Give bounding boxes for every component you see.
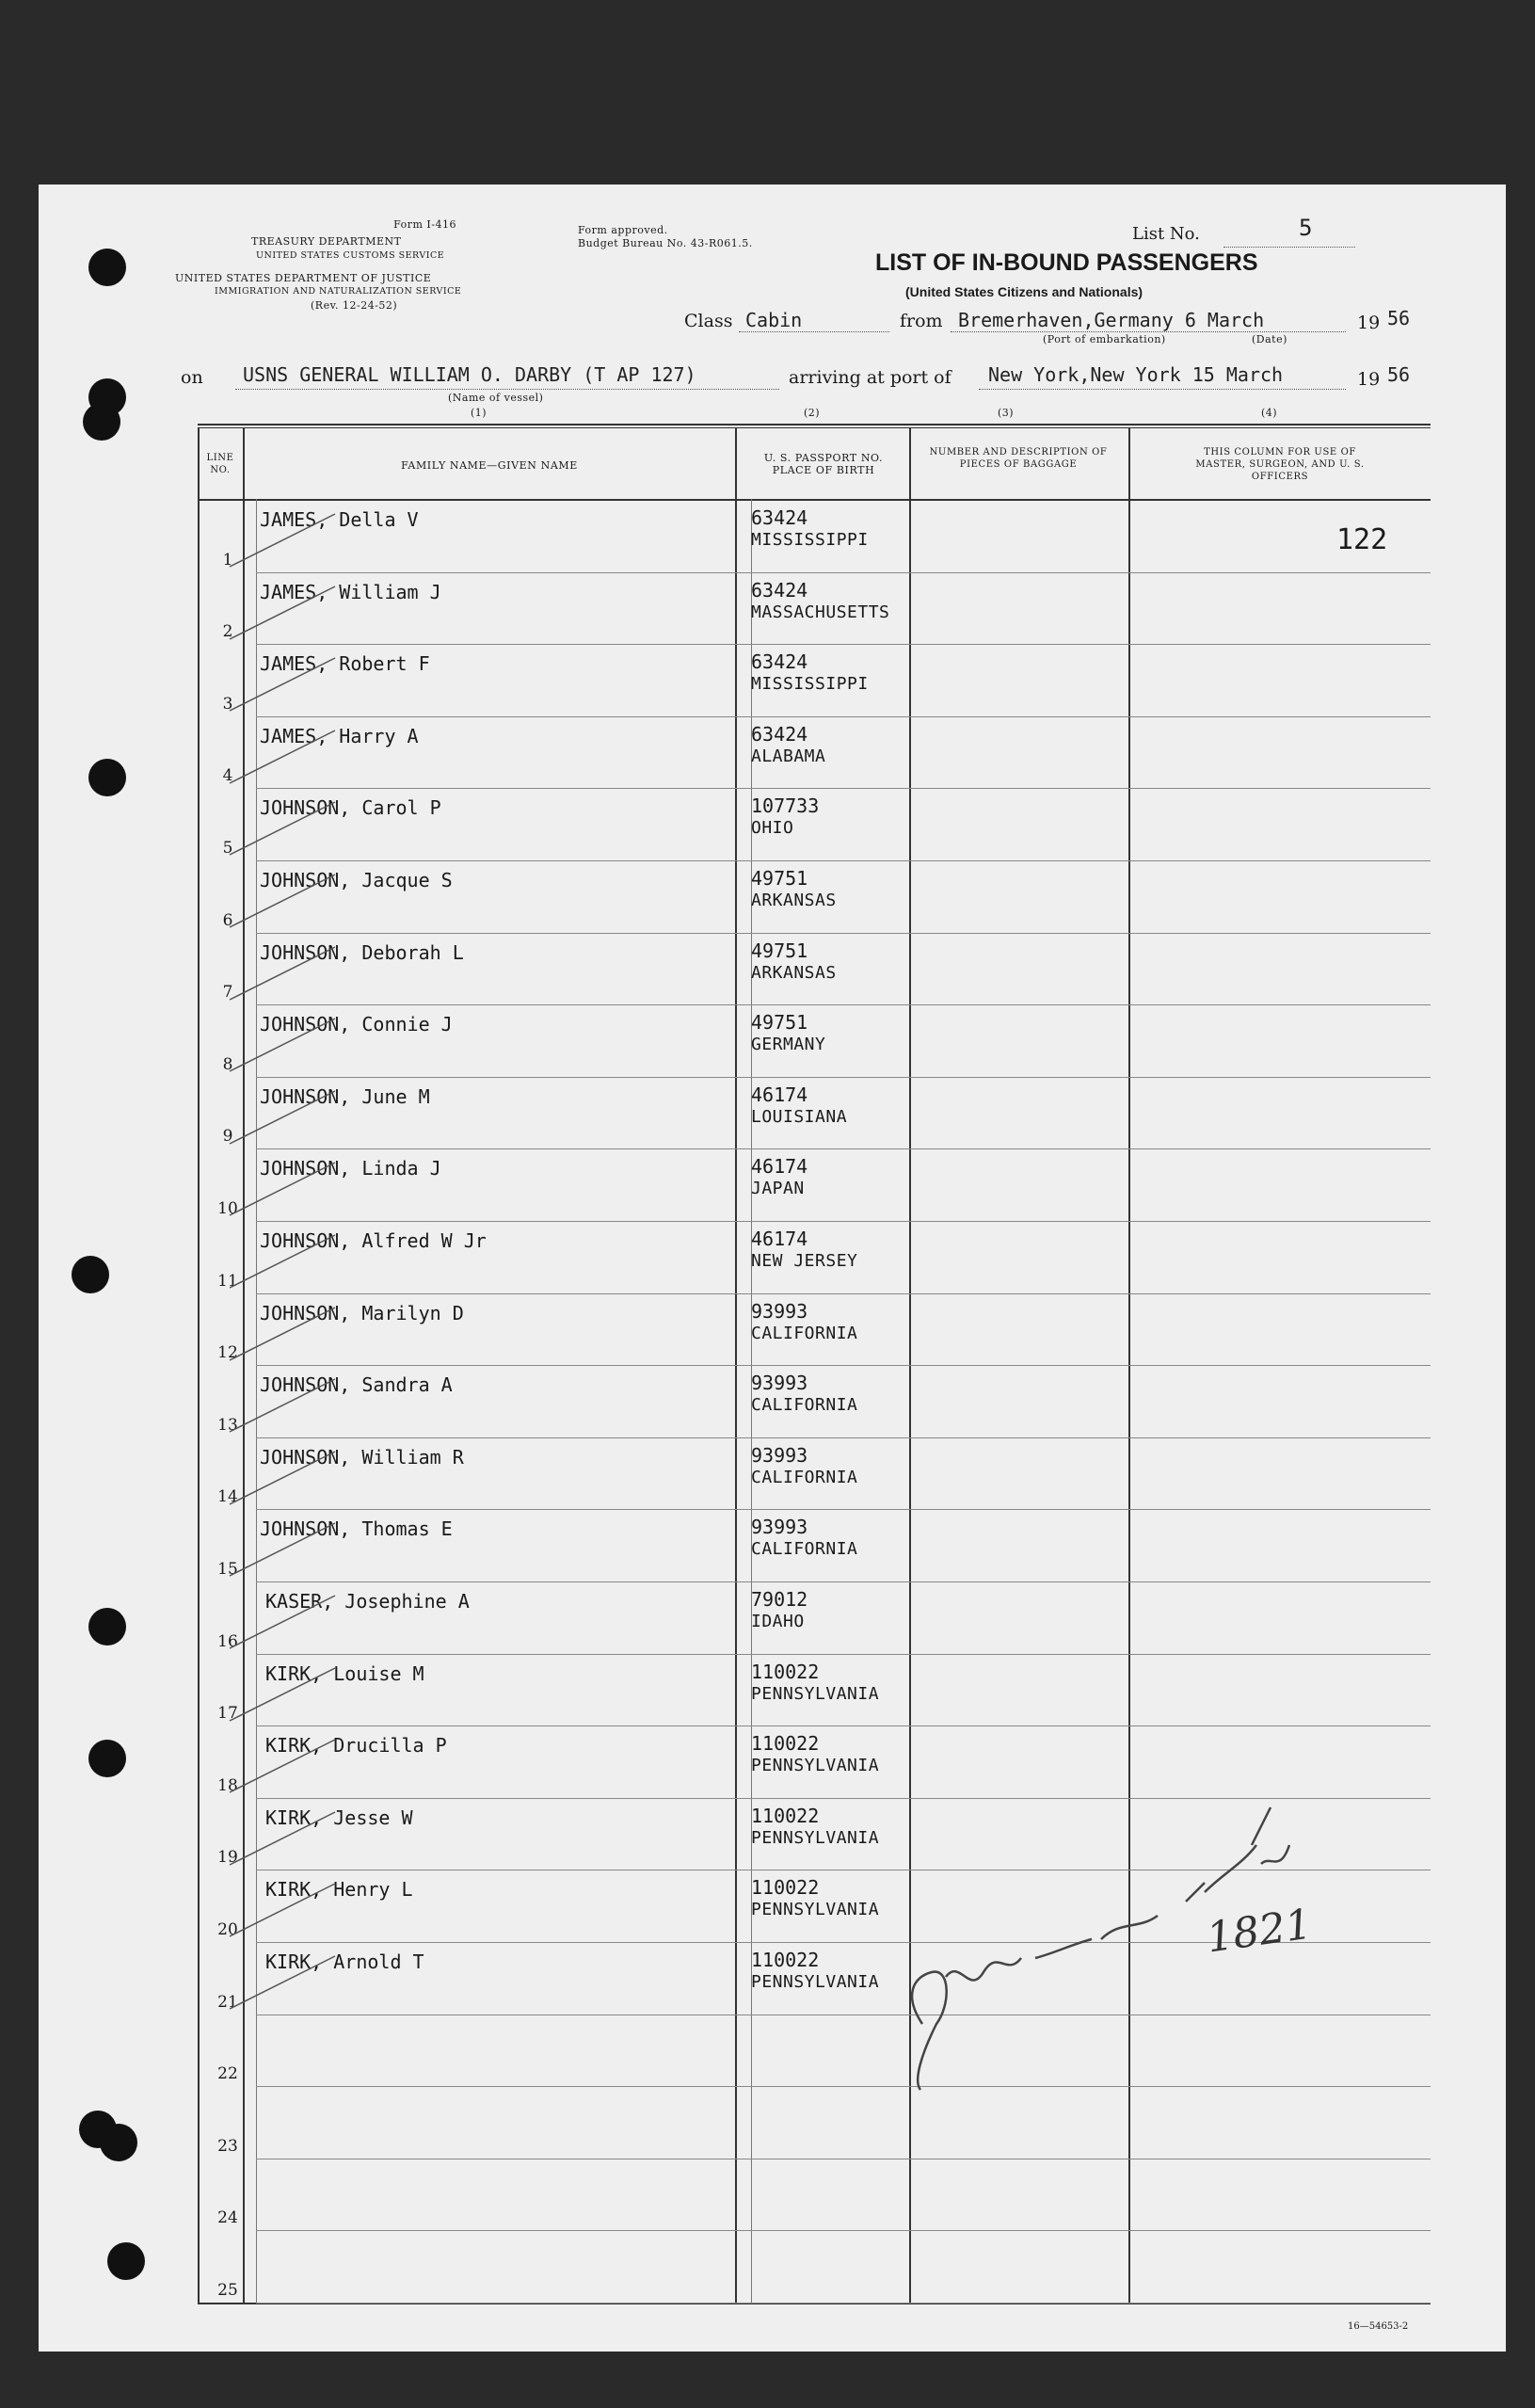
class-label: Class xyxy=(684,311,733,331)
place-of-birth: CALIFORNIA xyxy=(751,1323,858,1343)
passenger-name: JOHNSON, June M xyxy=(260,1084,430,1108)
check-mark xyxy=(222,1870,354,1946)
passenger-name: KIRK, Louise M xyxy=(265,1662,424,1685)
embark-caption: (Port of embarkation) xyxy=(1043,333,1166,345)
passport-cell xyxy=(751,939,837,985)
col-num-2: (2) xyxy=(804,407,821,419)
table-row xyxy=(0,573,1535,646)
line-number: 13 xyxy=(217,1415,238,1435)
passenger-name: JAMES, Harry A xyxy=(260,724,419,747)
year-arr: 56 xyxy=(1387,363,1411,386)
check-mark xyxy=(222,1582,354,1658)
year-prefix: 19 xyxy=(1357,313,1381,333)
line-number: 5 xyxy=(222,838,233,858)
line-number: 17 xyxy=(217,1704,238,1724)
passenger-name: JOHNSON, Sandra A xyxy=(260,1373,453,1397)
passport-cell xyxy=(751,1949,879,1994)
passport-cell xyxy=(751,1444,857,1489)
dept-ins: IMMIGRATION AND NATURALIZATION SERVICE xyxy=(215,286,462,297)
line-number: 21 xyxy=(217,1992,238,2012)
passport-cell xyxy=(751,1805,879,1850)
line-number: 24 xyxy=(217,2208,238,2228)
place-of-birth: GERMANY xyxy=(751,1035,826,1055)
header-baggage: NUMBER AND DESCRIPTION OF PIECES OF BAGGAGE xyxy=(929,447,1108,470)
line-number: 4 xyxy=(222,766,233,786)
passport-number: 63424 xyxy=(751,506,808,529)
dept-treasury: TREASURY DEPARTMENT xyxy=(251,235,402,248)
on-label: on xyxy=(181,367,203,388)
passport-number: 93993 xyxy=(751,1443,808,1467)
print-code: 16—54653-2 xyxy=(1348,2321,1409,2332)
passport-number: 107733 xyxy=(751,795,820,818)
passport-cell xyxy=(751,1155,807,1200)
passport-number: 79012 xyxy=(751,1588,808,1611)
check-mark xyxy=(222,1726,354,1802)
check-mark xyxy=(222,1294,354,1370)
header-officers: THIS COLUMN FOR USE OF MASTER, SURGEON, AND U. S. OFFICERS xyxy=(1195,447,1365,482)
passport-cell xyxy=(751,795,819,840)
place-of-birth: ARKANSAS xyxy=(751,891,837,910)
page-subtitle: (United States Citizens and Nationals) xyxy=(905,284,1143,299)
check-mark xyxy=(222,1078,354,1153)
table-row xyxy=(0,1078,1535,1150)
passenger-name: KIRK, Henry L xyxy=(265,1878,413,1902)
passport-cell xyxy=(751,1732,879,1777)
passport-number: 49751 xyxy=(751,1011,808,1035)
col-num-4: (4) xyxy=(1261,407,1278,419)
passenger-name: JOHNSON, William R xyxy=(260,1445,464,1469)
place-of-birth: JAPAN xyxy=(751,1179,805,1199)
passport-number: 110022 xyxy=(751,1732,820,1756)
place-of-birth: LOUISIANA xyxy=(751,1106,848,1127)
form-rev: (Rev. 12-24-52) xyxy=(311,299,398,312)
line-number: 23 xyxy=(217,2136,238,2156)
row-divider xyxy=(256,2303,1431,2304)
budget-bureau: Budget Bureau No. 43-R061.5. xyxy=(578,237,753,249)
passenger-name: KIRK, Jesse W xyxy=(265,1806,413,1829)
vessel-name: USNS GENERAL WILLIAM O. DARBY (T AP 127) xyxy=(243,363,696,386)
place-of-birth: OHIO xyxy=(751,818,794,839)
check-mark xyxy=(222,1005,354,1081)
place-of-birth: CALIFORNIA xyxy=(751,1539,858,1560)
table-row xyxy=(0,1149,1535,1222)
passport-number: 93993 xyxy=(751,1516,808,1539)
passport-number: 46174 xyxy=(751,1083,808,1106)
dept-justice: UNITED STATES DEPARTMENT OF JUSTICE xyxy=(175,272,432,284)
table-row xyxy=(0,1438,1535,1511)
passenger-name: KASER, Josephine A xyxy=(265,1590,470,1613)
passenger-name: JAMES, Della V xyxy=(260,508,419,531)
passport-cell xyxy=(751,1084,847,1129)
passport-cell xyxy=(751,867,837,912)
line-number: 11 xyxy=(217,1271,238,1291)
vessel-caption: (Name of vessel) xyxy=(448,392,544,404)
passenger-name: JOHNSON, Connie J xyxy=(260,1013,453,1036)
line-number: 8 xyxy=(222,1054,233,1074)
binder-hole xyxy=(88,249,126,286)
table-row xyxy=(0,1294,1535,1367)
line-number: 6 xyxy=(222,910,233,930)
passport-number: 110022 xyxy=(751,1660,820,1683)
check-mark xyxy=(222,934,354,1009)
place-of-birth: PENNSYLVANIA xyxy=(751,1972,880,1992)
line-number: 22 xyxy=(217,2064,238,2084)
table-row xyxy=(0,1005,1535,1078)
passport-cell xyxy=(751,1516,857,1561)
line-number: 20 xyxy=(217,1919,238,1939)
table-row xyxy=(0,2231,1535,2304)
arriving-port: New York,New York 15 March xyxy=(988,363,1284,386)
line-number: 7 xyxy=(222,983,233,1003)
check-mark xyxy=(222,1799,354,1874)
table-row xyxy=(0,501,1535,573)
line-number: 16 xyxy=(217,1631,238,1651)
place-of-birth: CALIFORNIA xyxy=(751,1395,858,1416)
passport-number: 49751 xyxy=(751,867,808,890)
year-prefix-arr: 19 xyxy=(1357,369,1381,390)
place-of-birth: MISSISSIPPI xyxy=(751,674,869,695)
place-of-birth: PENNSYLVANIA xyxy=(751,1683,880,1704)
passport-number: 93993 xyxy=(751,1299,808,1323)
passport-cell xyxy=(751,723,825,768)
from-label: from xyxy=(900,311,943,331)
passport-cell xyxy=(751,1372,857,1417)
line-number: 10 xyxy=(217,1198,238,1218)
col-num-3: (3) xyxy=(998,407,1015,419)
passport-number: 110022 xyxy=(751,1804,820,1827)
list-no-value: 5 xyxy=(1299,215,1313,241)
check-mark xyxy=(222,717,354,793)
check-mark xyxy=(222,1510,354,1585)
place-of-birth: PENNSYLVANIA xyxy=(751,1756,880,1776)
header-line-no: LINE NO. xyxy=(206,453,234,475)
passport-cell xyxy=(751,1588,807,1633)
header-passport: U. S. PASSPORT NO. PLACE OF BIRTH xyxy=(763,452,884,476)
place-of-birth: MISSISSIPPI xyxy=(751,530,869,550)
table-row xyxy=(0,2159,1535,2232)
list-no-label: List No. xyxy=(1132,224,1200,244)
table-row xyxy=(0,861,1535,934)
year-from: 56 xyxy=(1387,307,1411,329)
line-number: 3 xyxy=(222,694,233,714)
line-number: 1 xyxy=(222,550,233,570)
passport-cell xyxy=(751,1228,857,1273)
table-row xyxy=(0,934,1535,1006)
header-name: FAMILY NAME—GIVEN NAME xyxy=(401,459,578,472)
dept-customs: UNITED STATES CUSTOMS SERVICE xyxy=(256,250,445,261)
line-number: 15 xyxy=(217,1559,238,1579)
passport-number: 46174 xyxy=(751,1155,808,1179)
place-of-birth: CALIFORNIA xyxy=(751,1467,858,1487)
check-mark xyxy=(222,789,354,864)
table-row xyxy=(0,717,1535,790)
passport-cell xyxy=(751,1300,857,1345)
line-number: 19 xyxy=(217,1848,238,1868)
table-row xyxy=(0,1655,1535,1727)
check-mark xyxy=(222,573,354,649)
form-approved: Form approved. xyxy=(578,224,668,236)
table-row xyxy=(0,1510,1535,1582)
passport-cell xyxy=(751,1011,825,1056)
place-of-birth: MASSACHUSETTS xyxy=(751,602,890,622)
table-row xyxy=(0,1222,1535,1294)
check-mark xyxy=(222,1366,354,1441)
table-row xyxy=(0,789,1535,861)
passport-cell xyxy=(751,506,869,552)
place-of-birth: ALABAMA xyxy=(751,746,826,766)
passport-number: 93993 xyxy=(751,1372,808,1395)
passenger-name: JAMES, Robert F xyxy=(260,652,430,676)
check-mark xyxy=(222,1438,354,1514)
passport-number: 49751 xyxy=(751,939,808,962)
passenger-name: JOHNSON, Carol P xyxy=(260,796,441,820)
table-row xyxy=(0,1582,1535,1655)
check-mark xyxy=(222,645,354,720)
passport-cell xyxy=(751,1876,879,1921)
passport-cell xyxy=(751,579,889,624)
col-num-1: (1) xyxy=(471,407,488,419)
table-row xyxy=(0,1366,1535,1438)
place-of-birth: IDAHO xyxy=(751,1612,805,1631)
arriving-label: arriving at port of xyxy=(789,367,951,388)
check-mark xyxy=(222,861,354,937)
officer-count: 122 xyxy=(1336,523,1388,556)
passport-number: 63424 xyxy=(751,722,808,746)
passenger-name: JOHNSON, Jacque S xyxy=(260,869,453,891)
check-mark xyxy=(222,1655,354,1730)
passenger-name: KIRK, Drucilla P xyxy=(265,1734,447,1758)
class-value: Cabin xyxy=(745,309,803,331)
passenger-name: JOHNSON, Deborah L xyxy=(260,940,464,964)
table-row xyxy=(0,645,1535,717)
passport-cell xyxy=(751,650,869,696)
page-title: LIST OF IN-BOUND PASSENGERS xyxy=(875,249,1258,276)
from-value: Bremerhaven,Germany 6 March xyxy=(958,309,1265,331)
check-mark xyxy=(222,1943,354,2018)
passport-number: 63424 xyxy=(751,578,808,602)
date-caption: (Date) xyxy=(1252,333,1287,345)
place-of-birth: PENNSYLVANIA xyxy=(751,1900,880,1920)
check-mark xyxy=(222,501,354,576)
passenger-name: KIRK, Arnold T xyxy=(265,1950,424,1973)
binder-hole xyxy=(83,403,120,441)
check-mark xyxy=(222,1222,354,1297)
line-number: 9 xyxy=(222,1127,233,1147)
place-of-birth: ARKANSAS xyxy=(751,962,837,983)
passport-cell xyxy=(751,1661,879,1706)
place-of-birth: PENNSYLVANIA xyxy=(751,1827,880,1848)
passenger-name: JOHNSON, Linda J xyxy=(260,1157,441,1180)
passport-number: 46174 xyxy=(751,1228,808,1250)
form-number: Form I-416 xyxy=(393,218,456,231)
passenger-name: JOHNSON, Thomas E xyxy=(260,1517,453,1541)
place-of-birth: NEW JERSEY xyxy=(751,1251,858,1271)
line-number: 14 xyxy=(217,1487,238,1507)
passenger-name: JOHNSON, Alfred W Jr xyxy=(260,1229,487,1252)
check-mark xyxy=(222,1149,354,1225)
handwritten-year: 1821 xyxy=(1203,1900,1315,1963)
passenger-name: JAMES, William J xyxy=(260,580,441,603)
passenger-name: JOHNSON, Marilyn D xyxy=(260,1301,464,1324)
passport-number: 63424 xyxy=(751,650,808,674)
line-number: 18 xyxy=(217,1775,238,1795)
passport-number: 110022 xyxy=(751,1876,820,1900)
line-number: 12 xyxy=(217,1343,238,1363)
line-number: 2 xyxy=(222,622,233,642)
line-number: 25 xyxy=(217,2280,238,2300)
passport-number: 110022 xyxy=(751,1949,820,1971)
